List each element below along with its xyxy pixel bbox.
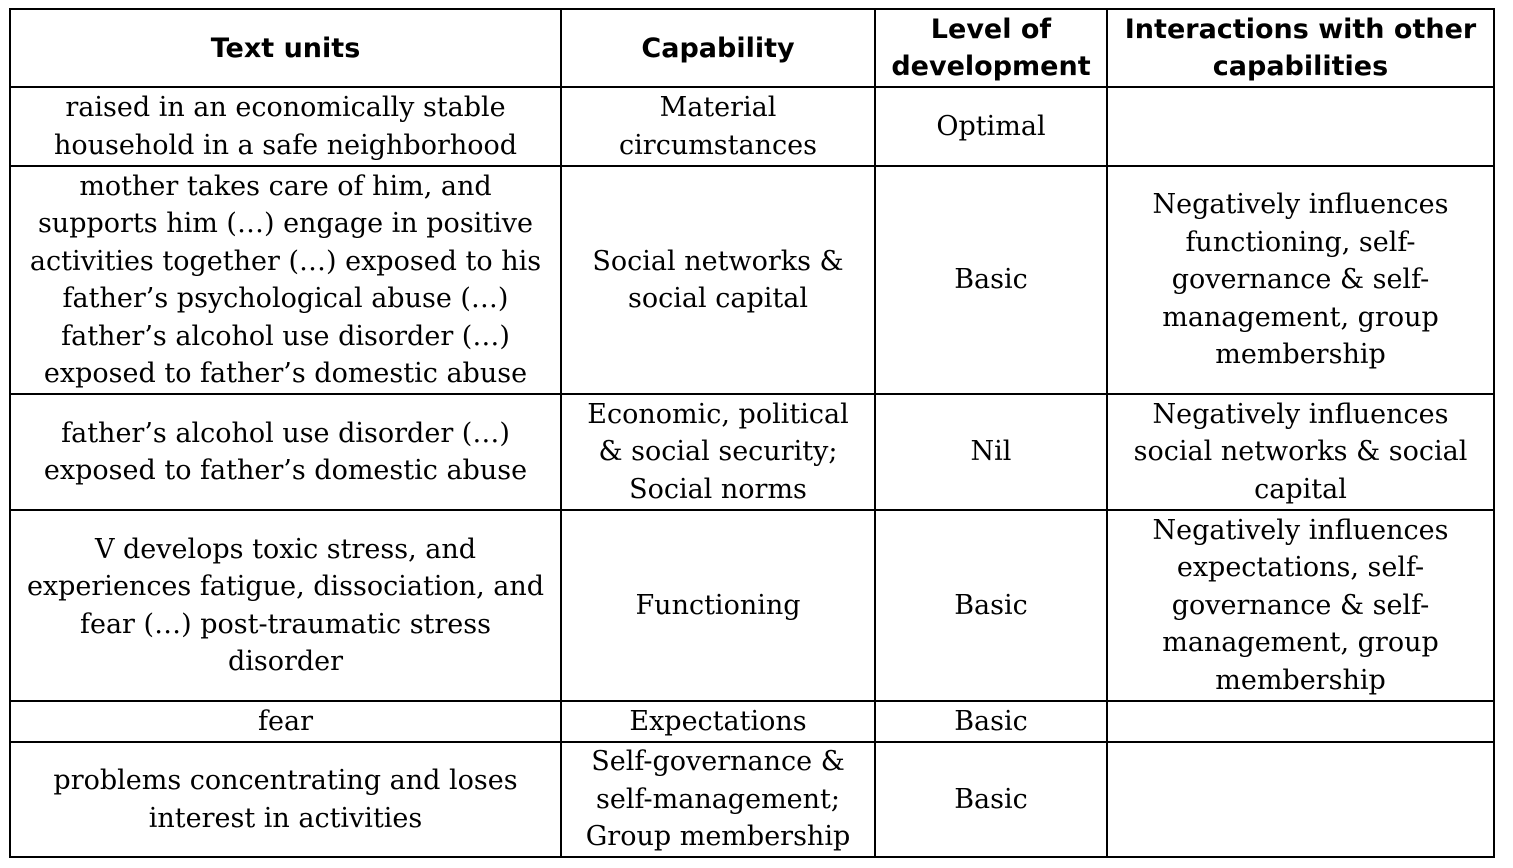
table-row bbox=[10, 87, 1494, 166]
interactions-cell bbox=[1107, 701, 1494, 742]
capability-cell: Expectations bbox=[561, 701, 875, 742]
table-row bbox=[10, 510, 1494, 701]
level-cell: Optimal bbox=[875, 87, 1107, 166]
level-cell: Basic bbox=[875, 742, 1107, 857]
header-level-of-development: Level of development bbox=[875, 9, 1107, 87]
capability-cell: Social networks & social capital bbox=[561, 166, 875, 394]
interactions-cell bbox=[1107, 87, 1494, 166]
header-capability: Capability bbox=[561, 9, 875, 87]
capability-cell: Functioning bbox=[561, 510, 875, 701]
table-row bbox=[10, 394, 1494, 510]
text-units-cell: problems concentrating and loses interest in activities bbox=[10, 742, 561, 857]
header-interactions: Interactions with other capabilities bbox=[1107, 9, 1494, 87]
capability-cell: Self-governance & self-management; Group membership bbox=[561, 742, 875, 857]
capabilities-table bbox=[9, 8, 1495, 858]
text-units-cell: mother takes care of him, and supports him (…) engage in positive activities together (…) exposed to his father’s psychological abuse (…) father’s alcohol use disorder (…) exposed to father’s domestic abuse bbox=[10, 166, 561, 394]
level-cell: Basic bbox=[875, 510, 1107, 701]
level-cell: Nil bbox=[875, 394, 1107, 510]
table-row bbox=[10, 701, 1494, 742]
text-units-cell: V develops toxic stress, and experiences fatigue, dissociation, and fear (…) post-traumatic stress disorder bbox=[10, 510, 561, 701]
interactions-cell bbox=[1107, 742, 1494, 857]
level-cell: Basic bbox=[875, 701, 1107, 742]
table-row bbox=[10, 166, 1494, 394]
capability-cell: Material circumstances bbox=[561, 87, 875, 166]
header-row bbox=[10, 9, 1494, 87]
header-text-units: Text units bbox=[10, 9, 561, 87]
level-cell: Basic bbox=[875, 166, 1107, 394]
interactions-cell: Negatively influences functioning, self-governance & self-management, group membership bbox=[1107, 166, 1494, 394]
capability-cell: Economic, political & social security; Social norms bbox=[561, 394, 875, 510]
table-row bbox=[10, 742, 1494, 857]
interactions-cell: Negatively influences social networks & social capital bbox=[1107, 394, 1494, 510]
text-units-cell: father’s alcohol use disorder (…) exposed to father’s domestic abuse bbox=[10, 394, 561, 510]
text-units-cell: fear bbox=[10, 701, 561, 742]
interactions-cell: Negatively influences expectations, self-governance & self-management, group membership bbox=[1107, 510, 1494, 701]
text-units-cell: raised in an economically stable household in a safe neighborhood bbox=[10, 87, 561, 166]
